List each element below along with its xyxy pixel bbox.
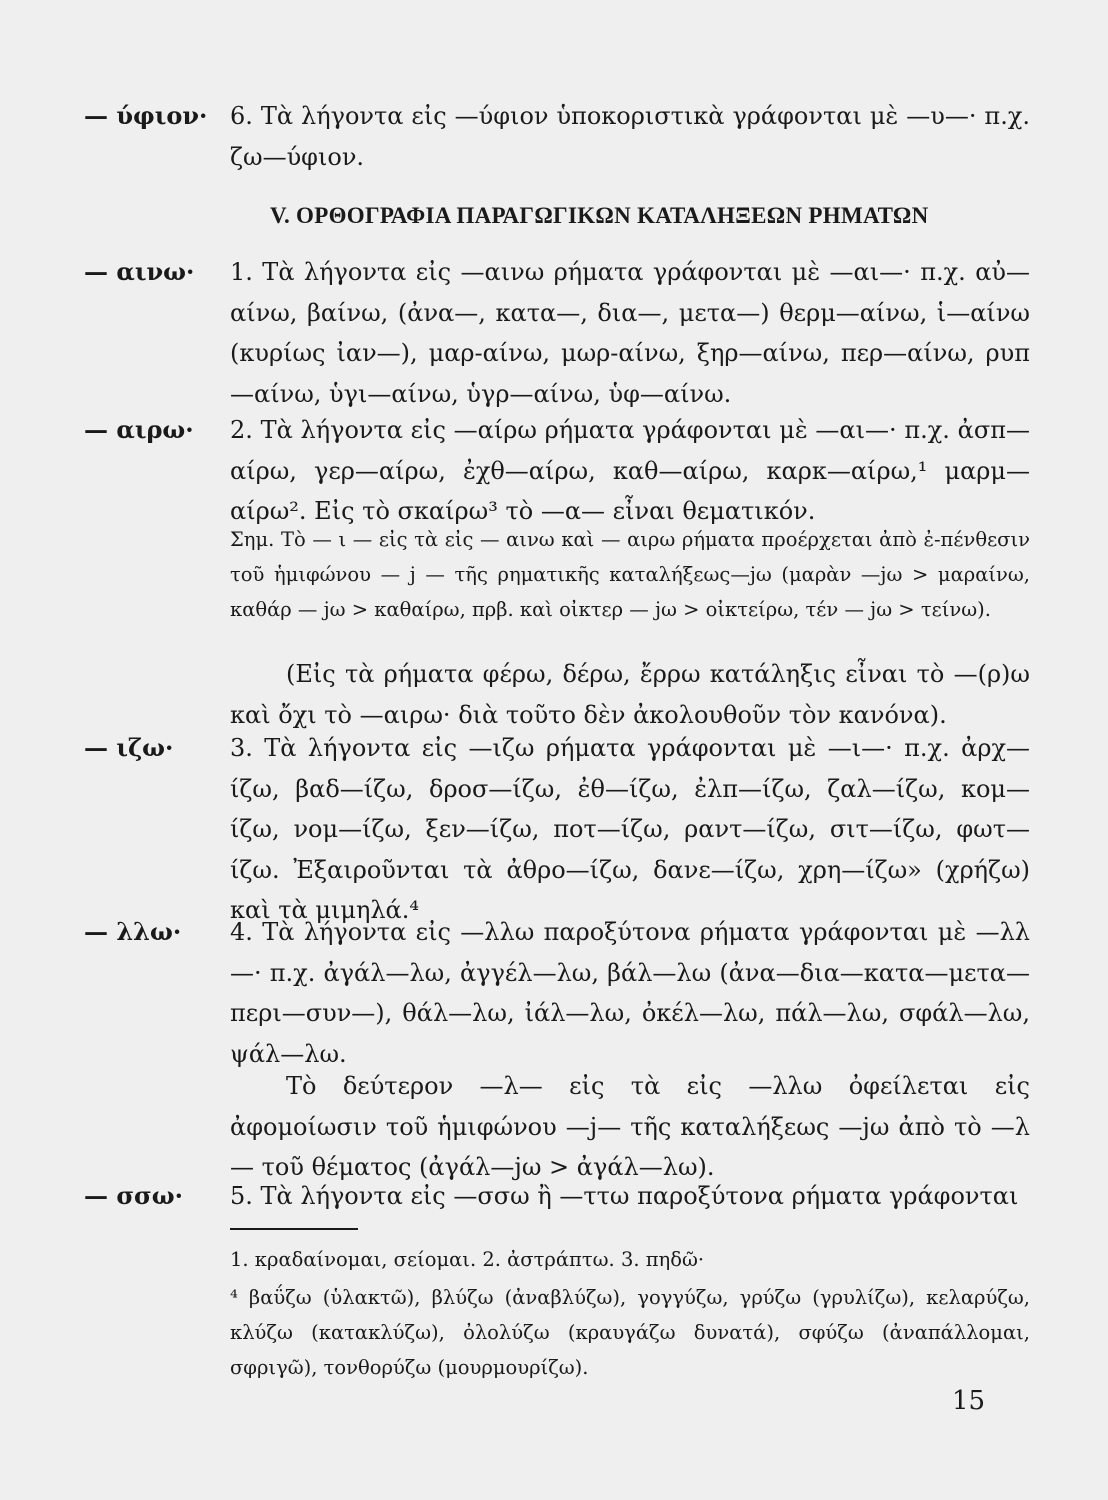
margin-label-yfion: — ύφιον· bbox=[84, 101, 208, 130]
note-assimilation: Τὸ δεύτερον —λ— εἰς τὰ εἰς —λλω ὀφείλεται εἰς ἀφομοίωσιν τοῦ ἡμιφώνου —j— τῆς καταλήξεως —jω ἀπὸ τὸ —λ— τοῦ θέματος (ἀγάλ—jω > ἀγάλ—λω). bbox=[230, 1072, 1030, 1181]
margin-label-aino: — αινω· bbox=[84, 257, 195, 286]
footnote-4: ⁴ βαΰζω (ὑλακτῶ), βλύζω (ἀναβλύζω), γογγύζω, γρύζω (γρυλίζω), κελαρύζω, κλύζω (κατακλύζω), ὀλολύζω (κραυγάζω δυνατά), σφύζω (ἀναπάλλομαι, σφριγῶ), τονθορύζω (μουρμουρίζω). bbox=[230, 1286, 1030, 1379]
note-fero-dero: (Εἰς τὰ ρήματα φέρω, δέρω, ἔρρω κατάληξις εἶναι τὸ —(ρ)ω καὶ ὄχι τὸ —αιρω· διὰ τοῦτο δὲν ἀκολουθοῦν τὸν κανόνα). bbox=[230, 660, 1030, 729]
margin-label-izo: — ιζω· bbox=[84, 733, 174, 762]
rule-6-text: 6. Τὰ λήγοντα εἰς —ύφιον ὑποκοριστικὰ γράφονται μὲ —υ—· π.χ. ζω—ύφιον. bbox=[230, 102, 1030, 171]
page-number: 15 bbox=[952, 1386, 986, 1416]
rule-2-text: 2. Τὰ λήγοντα εἰς —αίρω ρήματα γράφονται μὲ —αι—· π.χ. ἀσπ—αίρω, γερ—αίρω, ἐχθ—αίρω, καθ—αίρω, καρκ—αίρω,¹ μαρμ—αίρω². Εἰς τὸ σκαίρω³ τὸ —α— εἶναι θεματικόν. bbox=[230, 416, 1030, 525]
margin-label-airo: — αιρω· bbox=[84, 415, 194, 444]
footnotes-1-3: 1. κραδαίνομαι, σείομαι. 2. ἀστράπτω. 3. πηδῶ· bbox=[230, 1248, 705, 1271]
rule-1-text: 1. Τὰ λήγοντα εἰς —αινω ρήματα γράφονται μὲ —αι—· π.χ. αὐ—αίνω, βαίνω, (ἀνα—, κατα—, δια—, μετα—) θερμ—αίνω, ἱ—αίνω (κυρίως ἰαν—), μαρ-αίνω, μωρ-αίνω, ξηρ—αίνω, περ—αίνω, ρυπ—αίνω, ὑγι—αίνω, ὑγρ—αίνω, ὑφ—αίνω. bbox=[230, 258, 1030, 408]
rule-4-text: 4. Τὰ λήγοντα εἰς —λλω παροξύτονα ρήματα γράφονται μὲ —λλ—· π.χ. ἀγάλ—λω, ἀγγέλ—λω, βάλ—λω (ἀνα—δια—κατα—μετα—περι—συν—), θάλ—λω, ἰάλ—λω, ὀκέλ—λω, πάλ—λω, σφάλ—λω, ψάλ—λω. bbox=[230, 918, 1030, 1068]
rule-5-text: 5. Τὰ λήγοντα εἰς —σσω ἢ —ττω παροξύτονα ρήματα γράφονται bbox=[230, 1182, 1019, 1210]
margin-label-sso: — σσω· bbox=[84, 1181, 183, 1210]
section-heading: V. ΟΡΘΟΓΡΑΦΙΑ ΠΑΡΑΓΩΓΙΚΩΝ ΚΑΤΑΛΗΞΕΩΝ ΡΗΜΑΤΩΝ bbox=[270, 203, 929, 228]
footnote-divider bbox=[230, 1228, 358, 1230]
note-epenthesis: Σημ. Τὸ — ι — εἰς τὰ εἰς — αινω καὶ — αιρω ρήματα προέρχεται ἀπὸ ἐ-πένθεσιν τοῦ ἡμιφώνου — j — τῆς ρηματικῆς καταλήξεως—jω (μαρὰν —jω > μαραίνω, καθάρ — jω > καθαίρω, πρβ. καὶ οἰκτερ — jω > οἰκτείρω, τέν — jω > τείνω). bbox=[230, 528, 1030, 621]
rule-3-text: 3. Τὰ λήγοντα εἰς —ιζω ρήματα γράφονται μὲ —ι—· π.χ. ἀρχ—ίζω, βαδ—ίζω, δροσ—ίζω, ἐθ—ίζω, ἐλπ—ίζω, ζαλ—ίζω, κομ—ίζω, νομ—ίζω, ξεν—ίζω, ποτ—ίζω, ραντ—ίζω, σιτ—ίζω, φωτ—ίζω. Ἐξαιροῦνται τὰ ἀθρο—ίζω, δανε—ίζω, χρη—ίζω» (χρήζω) καὶ τὰ μιμηλά.⁴ bbox=[230, 734, 1030, 924]
margin-label-llo: — λλω· bbox=[84, 917, 182, 946]
